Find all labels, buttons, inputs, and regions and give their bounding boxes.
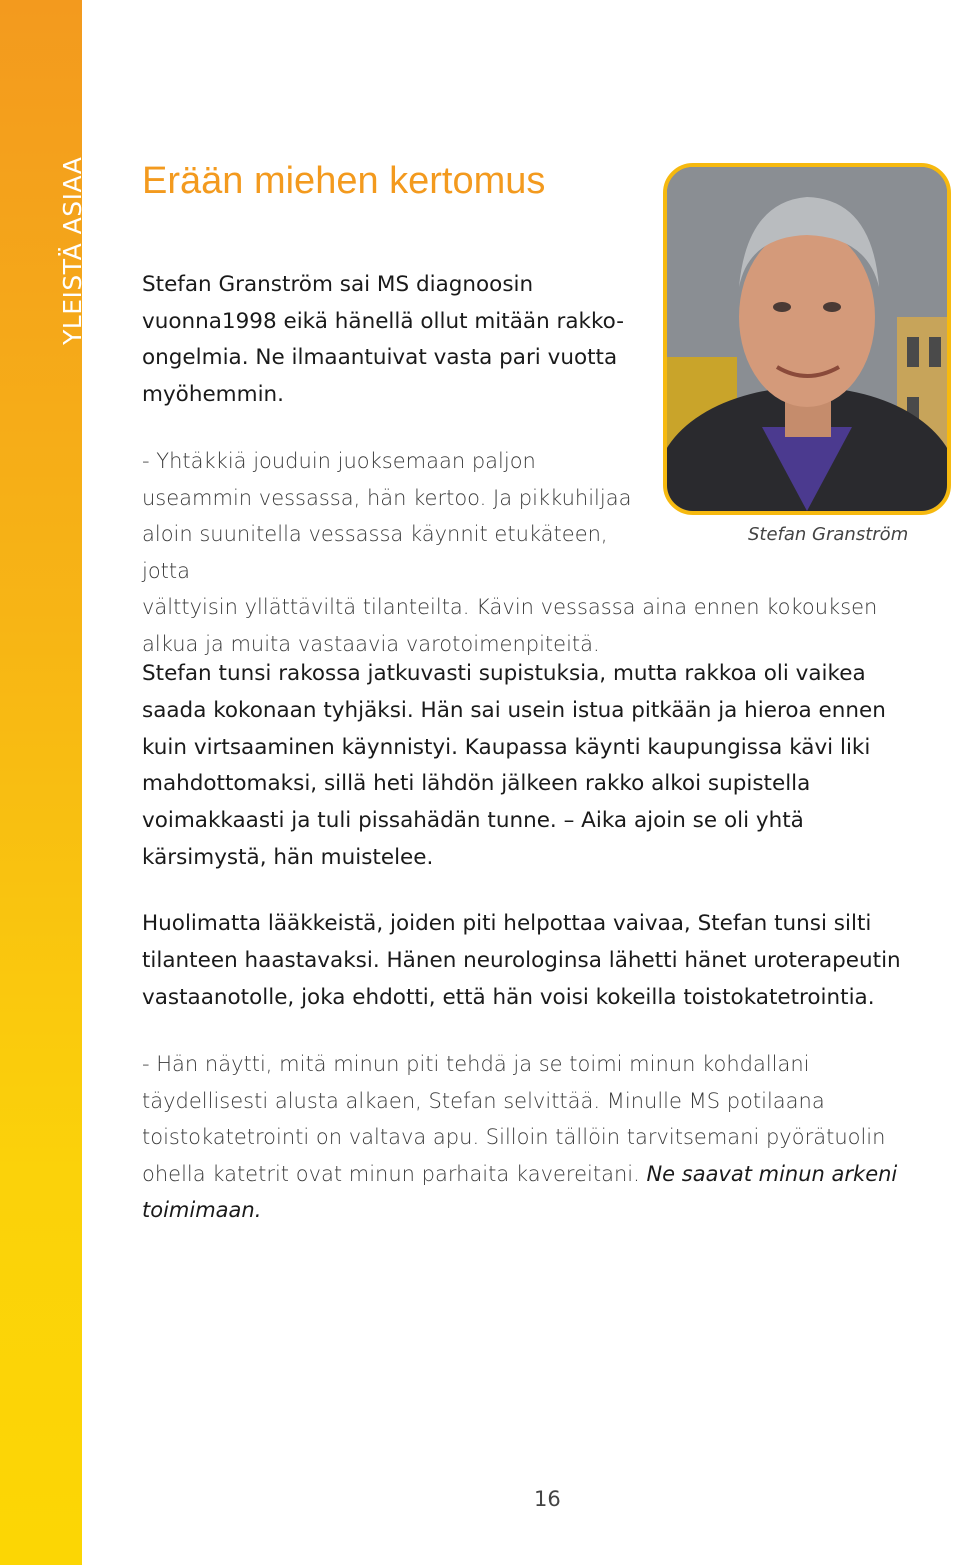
quote-1-wrapped-part: - Yhtäkkiä jouduin juoksemaan paljon useammin vessassa, hän kertoo. Ja pikkuhiljaa aloin suunitella vessassa käynnit etukäteen, jotta xyxy=(142,449,632,583)
page-number: 16 xyxy=(534,1487,561,1511)
quote-2-text: - Hän näytti, mitä minun piti tehdä ja se toimi minun kohdallani täydellisesti alusta alkaen, Stefan selvittää. Minulle MS potilaana toistokatetrointi on valtava apu. Silloin tällöin tarvitsemani pyörätuolin ohella katetrit ovat minun parhaita kavereitani. xyxy=(142,1052,886,1186)
body-paragraph-3: Huolimatta lääkkeistä, joiden piti helpottaa vaivaa, Stefan tunsi silti tilanteen haastavaksi. Hänen neurologinsa lähetti hänet uroterapeutin vastaanotolle, joka ehdotti, että hän voisi kokeilla toistokatetrointia. xyxy=(142,911,901,1010)
body-paragraph-2: Stefan tunsi rakossa jatkuvasti supistuksia, mutta rakkoa oli vaikea saada kokonaan tyhjäksi. Hän sai usein istua pitkään ja hieroa ennen kuin virtsaaminen käynnistyi. Kaupassa käynti kaupungissa kävi liki mahdottomaksi, sillä heti lähdön jälkeen rakko alkoi supistella voimakkaasti ja tuli pissahädän tunne. – Aika ajoin se oli yhtä kärsimystä, hän muistelee. xyxy=(142,661,886,870)
quote-paragraph-1 xyxy=(142,443,932,662)
quote-2-emphasis: Ne saavat minun arkeni toimimaan. xyxy=(142,1161,898,1222)
photo-caption: Stefan Granström xyxy=(748,524,909,545)
section-label: YLEISTÄ ASIAA xyxy=(58,156,87,345)
intro-paragraph: Stefan Granström sai MS diagnoosin vuonna1998 eikä hänellä ollut mitään rakko-ongelmia. Ne ilmaantuivat vasta pari vuotta myöhemmin. xyxy=(142,272,624,407)
quote-1-full-width-part: välttyisin yllättäviltä tilanteilta. Kävin vessassa aina ennen kokouksen alkua ja muita vastaavia varotoimenpiteitä. xyxy=(142,595,878,656)
article-title: Erään miehen kertomus xyxy=(142,160,546,202)
quote-paragraph-2 xyxy=(142,1046,932,1229)
